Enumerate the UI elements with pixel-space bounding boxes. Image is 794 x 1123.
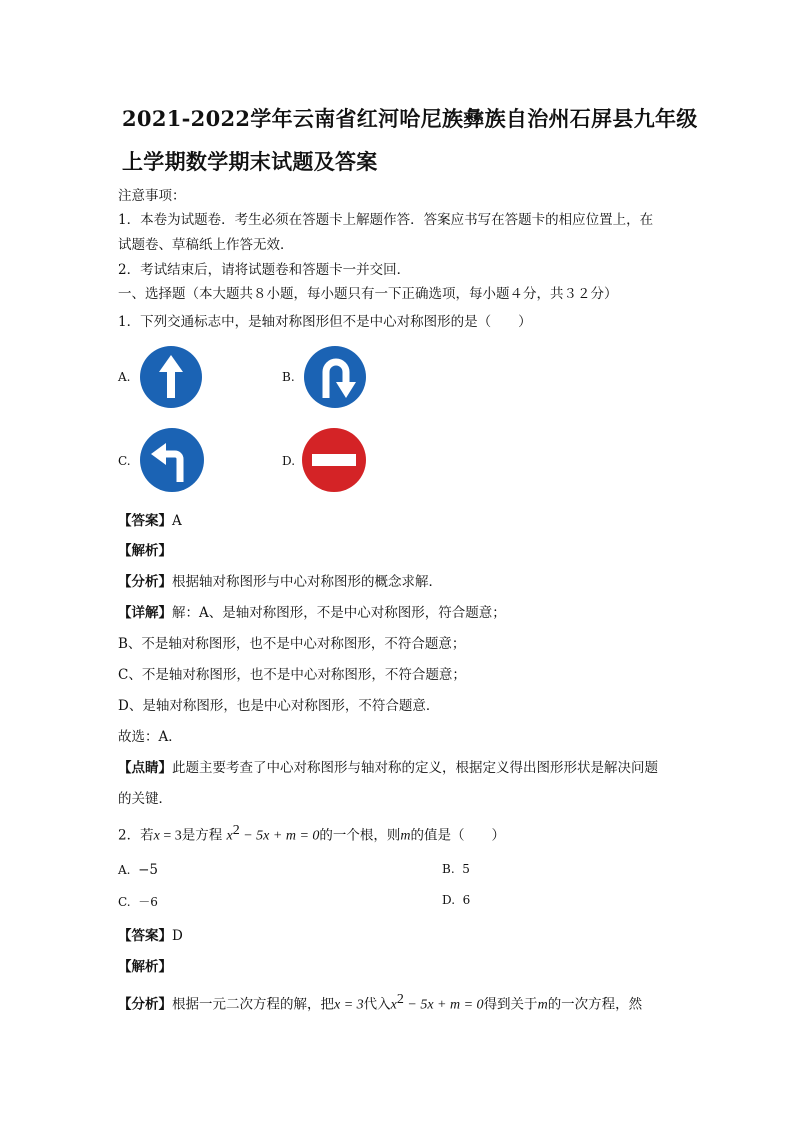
- option-d-label: D.: [282, 454, 296, 468]
- q2-option-b-label: B.: [442, 862, 455, 876]
- answer-value: D: [172, 928, 183, 944]
- q2-stem-pre: 2．若: [118, 827, 154, 844]
- q2-answer: [118, 924, 183, 944]
- fenxi-tag: 【分析】: [118, 996, 172, 1013]
- q2-fenxi-mid: 代入: [363, 996, 391, 1013]
- q2-stem-sup: 2: [232, 823, 240, 838]
- q2-stem-eq: = 3: [159, 828, 182, 844]
- q2-fenxi-mid2: 得到关于: [483, 996, 538, 1013]
- q1-analysis-tag: 【解析】: [118, 543, 172, 559]
- dianjing-text: 此题主要考查了中心对称图形与轴对称的定义，根据定义得出图形形状是解决问题: [172, 760, 658, 776]
- question-2-stem: [118, 823, 505, 845]
- detail-tag: 【详解】: [118, 605, 172, 621]
- q2-fenxi-x: x = 3: [334, 997, 364, 1013]
- q2-fenxi-m: m: [537, 997, 548, 1013]
- q2-fenxi: [118, 992, 642, 1014]
- notice-item-1-cont: 试题卷、草稿纸上作答无效．: [118, 237, 294, 253]
- q1-dianjing: [118, 756, 658, 776]
- q2-option-d-value: 6: [462, 893, 471, 907]
- q2-option-a-label: A.: [118, 863, 131, 877]
- fenxi-text: 根据轴对称图形与中心对称图形的概念求解．: [172, 574, 442, 590]
- q2-stem-post2: 的值是（ ）: [410, 827, 506, 844]
- q1-answer: [118, 509, 182, 529]
- q2-option-d-label: D.: [442, 893, 456, 907]
- section-heading: 一、选择题（本大题共８小题，每小题只有一下正确选项，每小题４分，共３２分）: [118, 286, 618, 302]
- q2-option-b: [442, 862, 470, 876]
- q2-option-c-label: C.: [118, 895, 131, 909]
- notice-heading: 注意事项：: [118, 188, 186, 204]
- no-entry-sign-icon: [302, 428, 366, 492]
- option-b-label: B.: [282, 370, 295, 384]
- notice-item-1: 1．本卷为试题卷．考生必须在答题卡上解题作答．答案应书写在答题卡的相应位置上，在: [118, 212, 654, 228]
- q2-stem-x2: x: [226, 828, 233, 844]
- q2-stem-m: m: [400, 828, 411, 844]
- answer-tag: 【答案】: [118, 513, 172, 529]
- q2-option-c-value: －6: [138, 895, 158, 909]
- q2-analysis-tag: 【解析】: [118, 959, 172, 975]
- q2-option-b-value: 5: [462, 862, 470, 876]
- q2-stem-mid: 是方程: [181, 827, 223, 844]
- q2-option-a-value: −5: [138, 862, 159, 878]
- q2-option-d: [442, 893, 470, 907]
- q2-stem-rest: − 5x + m = 0: [239, 828, 320, 844]
- q2-fenxi-x2: x: [390, 997, 397, 1013]
- q2-stem-x: x: [153, 828, 160, 844]
- q1-line-c: C、不是轴对称图形，也不是中心对称图形，不符合题意；: [118, 667, 466, 683]
- left-turn-sign-icon: [140, 428, 204, 492]
- option-c-label: C.: [118, 454, 131, 468]
- option-a-label: A.: [118, 370, 131, 384]
- q1-choose: 故选：A．: [118, 729, 182, 745]
- dianjing-tag: 【点睛】: [118, 760, 172, 776]
- fenxi-tag: 【分析】: [118, 574, 172, 590]
- q2-stem-post1: 的一个根，则: [319, 827, 401, 844]
- q1-detail: [118, 601, 506, 621]
- q2-option-a: [118, 862, 158, 878]
- u-turn-sign-icon: [304, 346, 366, 408]
- q2-fenxi-pre: 根据一元二次方程的解，把: [172, 996, 334, 1013]
- q1-line-d: D、是轴对称图形，也是中心对称图形，不符合题意．: [118, 698, 440, 714]
- q2-fenxi-post: 的一次方程，然: [547, 996, 643, 1013]
- answer-tag: 【答案】: [118, 928, 172, 944]
- detail-text: 解：A、是轴对称图形，不是中心对称图形，符合题意；: [172, 605, 506, 621]
- q2-option-c: [118, 893, 158, 910]
- notice-item-2: 2．考试结束后，请将试题卷和答题卡一并交回．: [118, 262, 411, 278]
- answer-value: A: [172, 513, 182, 529]
- q2-fenxi-rest: − 5x + m = 0: [403, 997, 484, 1013]
- q1-fenxi: [118, 570, 442, 590]
- question-1-stem: 1．下列交通标志中，是轴对称图形但不是中心对称图形的是（ ）: [118, 314, 532, 330]
- q2-fenxi-sup: 2: [396, 992, 404, 1007]
- straight-arrow-sign-icon: [140, 346, 202, 408]
- document-title-line-1: 2021-2022学年云南省红河哈尼族彝族自治州石屏县九年级: [122, 106, 698, 131]
- q1-dianjing-cont: 的关键．: [118, 791, 172, 807]
- q1-line-b: B、不是轴对称图形，也不是中心对称图形，不符合题意；: [118, 636, 466, 652]
- document-title-line-2: 上学期数学期末试题及答案: [122, 149, 378, 174]
